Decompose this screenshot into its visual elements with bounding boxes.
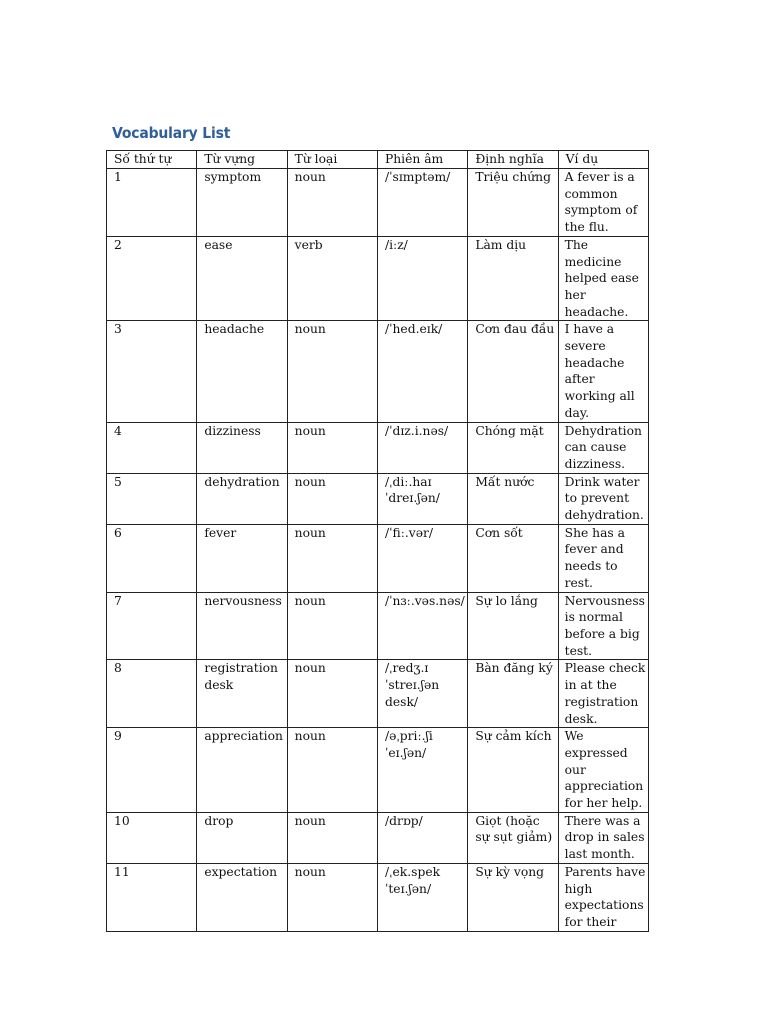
cell-example: The medicine helped ease her headache. xyxy=(558,236,648,321)
cell-pronunciation: /iːz/ xyxy=(377,236,467,321)
cell-definition: Sự kỳ vọng xyxy=(468,863,558,931)
cell-word: appreciation xyxy=(197,728,287,813)
cell-part-of-speech: noun xyxy=(287,524,377,592)
table-row xyxy=(107,422,649,473)
header-pronunciation: Phiên âm xyxy=(377,151,467,169)
cell-example: She has a fever and needs to rest. xyxy=(558,524,648,592)
cell-number: 7 xyxy=(107,592,197,660)
cell-pronunciation: /ˈnɜː.vəs.nəs/ xyxy=(377,592,467,660)
cell-number: 4 xyxy=(107,422,197,473)
cell-definition: Bàn đăng ký xyxy=(468,660,558,728)
cell-part-of-speech: noun xyxy=(287,660,377,728)
cell-number: 9 xyxy=(107,728,197,813)
cell-number: 8 xyxy=(107,660,197,728)
cell-example: I have a severe headache after working all day. xyxy=(558,321,648,422)
cell-definition: Chóng mặt xyxy=(468,422,558,473)
table-row xyxy=(107,660,649,728)
cell-pronunciation: /ˈsɪmptəm/ xyxy=(377,169,467,237)
cell-word: registration desk xyxy=(197,660,287,728)
cell-example: There was a drop in sales last month. xyxy=(558,812,648,863)
cell-word: headache xyxy=(197,321,287,422)
cell-definition: Giọt (hoặc sự sụt giảm) xyxy=(468,812,558,863)
cell-pronunciation: /əˌpriː.ʃiˈeɪ.ʃən/ xyxy=(377,728,467,813)
cell-definition: Triệu chứng xyxy=(468,169,558,237)
cell-definition: Mất nước xyxy=(468,473,558,524)
cell-pronunciation: /ˌek.spekˈteɪ.ʃən/ xyxy=(377,863,467,931)
cell-part-of-speech: noun xyxy=(287,592,377,660)
header-definition: Định nghĩa xyxy=(468,151,558,169)
table-row xyxy=(107,169,649,237)
cell-word: dehydration xyxy=(197,473,287,524)
cell-example: A fever is a common symptom of the flu. xyxy=(558,169,648,237)
header-part-of-speech: Từ loại xyxy=(287,151,377,169)
table-row xyxy=(107,473,649,524)
cell-pronunciation: /ˌredʒ.ɪˈstreɪ.ʃən desk/ xyxy=(377,660,467,728)
cell-pronunciation: /ˈdɪz.i.nəs/ xyxy=(377,422,467,473)
cell-word: ease xyxy=(197,236,287,321)
cell-example: We expressed our appreciation for her help. xyxy=(558,728,648,813)
cell-word: symptom xyxy=(197,169,287,237)
cell-part-of-speech: noun xyxy=(287,169,377,237)
cell-word: drop xyxy=(197,812,287,863)
cell-part-of-speech: noun xyxy=(287,321,377,422)
cell-word: nervousness xyxy=(197,592,287,660)
cell-part-of-speech: noun xyxy=(287,473,377,524)
cell-number: 1 xyxy=(107,169,197,237)
cell-pronunciation: /ˌdiː.haɪˈdreɪ.ʃən/ xyxy=(377,473,467,524)
cell-example: Dehydration can cause dizziness. xyxy=(558,422,648,473)
cell-word: fever xyxy=(197,524,287,592)
table-row xyxy=(107,812,649,863)
cell-number: 3 xyxy=(107,321,197,422)
cell-part-of-speech: verb xyxy=(287,236,377,321)
cell-definition: Cơn đau đầu xyxy=(468,321,558,422)
header-number: Số thứ tự xyxy=(107,151,197,169)
cell-number: 6 xyxy=(107,524,197,592)
cell-part-of-speech: noun xyxy=(287,422,377,473)
cell-part-of-speech: noun xyxy=(287,863,377,931)
cell-number: 10 xyxy=(107,812,197,863)
header-example: Ví dụ xyxy=(558,151,648,169)
table-row xyxy=(107,863,649,931)
cell-definition: Cơn sốt xyxy=(468,524,558,592)
cell-word: expectation xyxy=(197,863,287,931)
cell-definition: Sự cảm kích xyxy=(468,728,558,813)
cell-pronunciation: /ˈfiː.vər/ xyxy=(377,524,467,592)
cell-number: 5 xyxy=(107,473,197,524)
table-header-row xyxy=(107,151,649,169)
table-row xyxy=(107,524,649,592)
cell-example: Drink water to prevent dehydration. xyxy=(558,473,648,524)
cell-pronunciation: /drɒp/ xyxy=(377,812,467,863)
cell-pronunciation: /ˈhed.eɪk/ xyxy=(377,321,467,422)
cell-word: dizziness xyxy=(197,422,287,473)
cell-example: Parents have high expectations for their xyxy=(558,863,648,931)
vocabulary-table xyxy=(106,150,649,932)
header-word: Từ vựng xyxy=(197,151,287,169)
table-row xyxy=(107,321,649,422)
cell-definition: Làm dịu xyxy=(468,236,558,321)
table-row xyxy=(107,592,649,660)
cell-example: Nervousness is normal before a big test. xyxy=(558,592,648,660)
cell-number: 2 xyxy=(107,236,197,321)
cell-example: Please check in at the registration desk. xyxy=(558,660,648,728)
cell-number: 11 xyxy=(107,863,197,931)
cell-definition: Sự lo lắng xyxy=(468,592,558,660)
page-title: Vocabulary List xyxy=(112,124,231,142)
cell-part-of-speech: noun xyxy=(287,812,377,863)
cell-part-of-speech: noun xyxy=(287,728,377,813)
table-row xyxy=(107,728,649,813)
table-row xyxy=(107,236,649,321)
